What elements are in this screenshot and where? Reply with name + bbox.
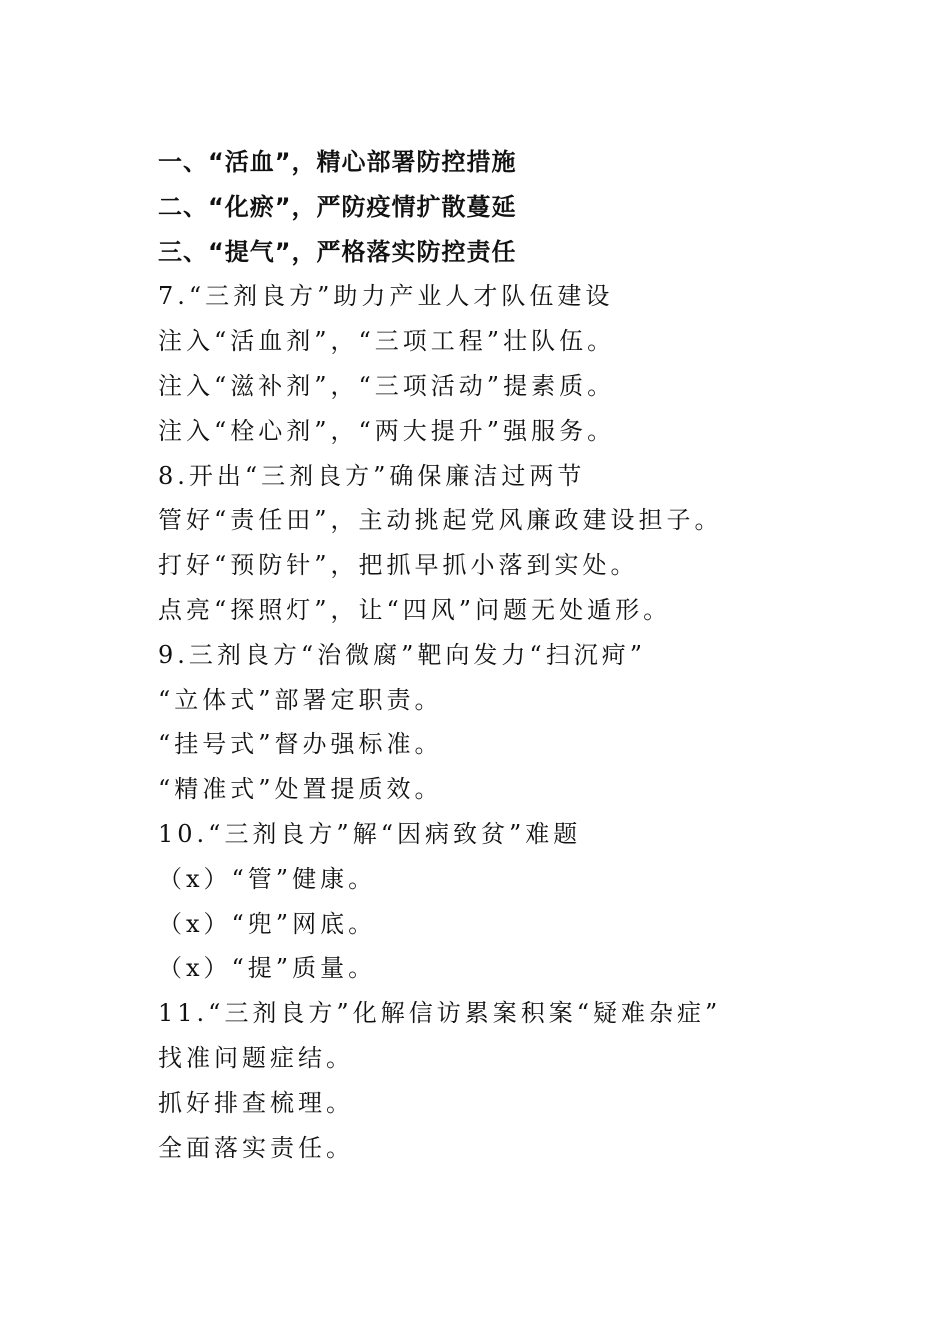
heading-line: 一、“活血”，精心部署防控措施 <box>158 148 517 176</box>
text-line: （x）“管”健康。 <box>158 864 377 893</box>
document-body <box>158 140 878 1170</box>
text-line: 找准问题症结。 <box>158 1043 354 1072</box>
text-line: （x）“提”质量。 <box>158 954 377 983</box>
text-line: 注入“活血剂”，“三项工程”壮队伍。 <box>158 327 616 356</box>
text-line: 打好“预防针”，把抓早抓小落到实处。 <box>158 551 639 580</box>
section-title: 7.“三剂良方”助力产业人才队伍建设 <box>158 282 614 311</box>
text-line: 注入“滋补剂”，“三项活动”提素质。 <box>158 371 616 400</box>
heading-line: 三、“提气”，严格落实防控责任 <box>158 237 517 266</box>
section-title: 10.“三剂良方”解“因病致贫”难题 <box>158 819 582 848</box>
section-title: 8.开出“三剂良方”确保廉洁过两节 <box>158 461 586 490</box>
section-title: 11.“三剂良方”化解信访累案积案“疑难杂症” <box>158 999 722 1028</box>
section-title: 9.三剂良方“治微腐”靶向发力“扫沉疴” <box>158 640 646 669</box>
text-line: （x）“兜”网底。 <box>158 909 377 938</box>
text-line: 注入“栓心剂”，“两大提升”强服务。 <box>158 416 616 445</box>
text-line: 管好“责任田”，主动挑起党风廉政建设担子。 <box>158 506 723 535</box>
text-line: 抓好排查梳理。 <box>158 1088 354 1117</box>
text-line: “立体式”部署定职责。 <box>158 685 443 714</box>
text-line: 全面落实责任。 <box>158 1133 354 1162</box>
heading-line: 二、“化瘀”，严防疫情扩散蔓延 <box>158 192 517 221</box>
text-line: 点亮“探照灯”，让“四风”问题无处遁形。 <box>158 595 672 624</box>
text-line: “挂号式”督办强标准。 <box>158 730 443 759</box>
text-line: “精准式”处置提质效。 <box>158 775 443 804</box>
